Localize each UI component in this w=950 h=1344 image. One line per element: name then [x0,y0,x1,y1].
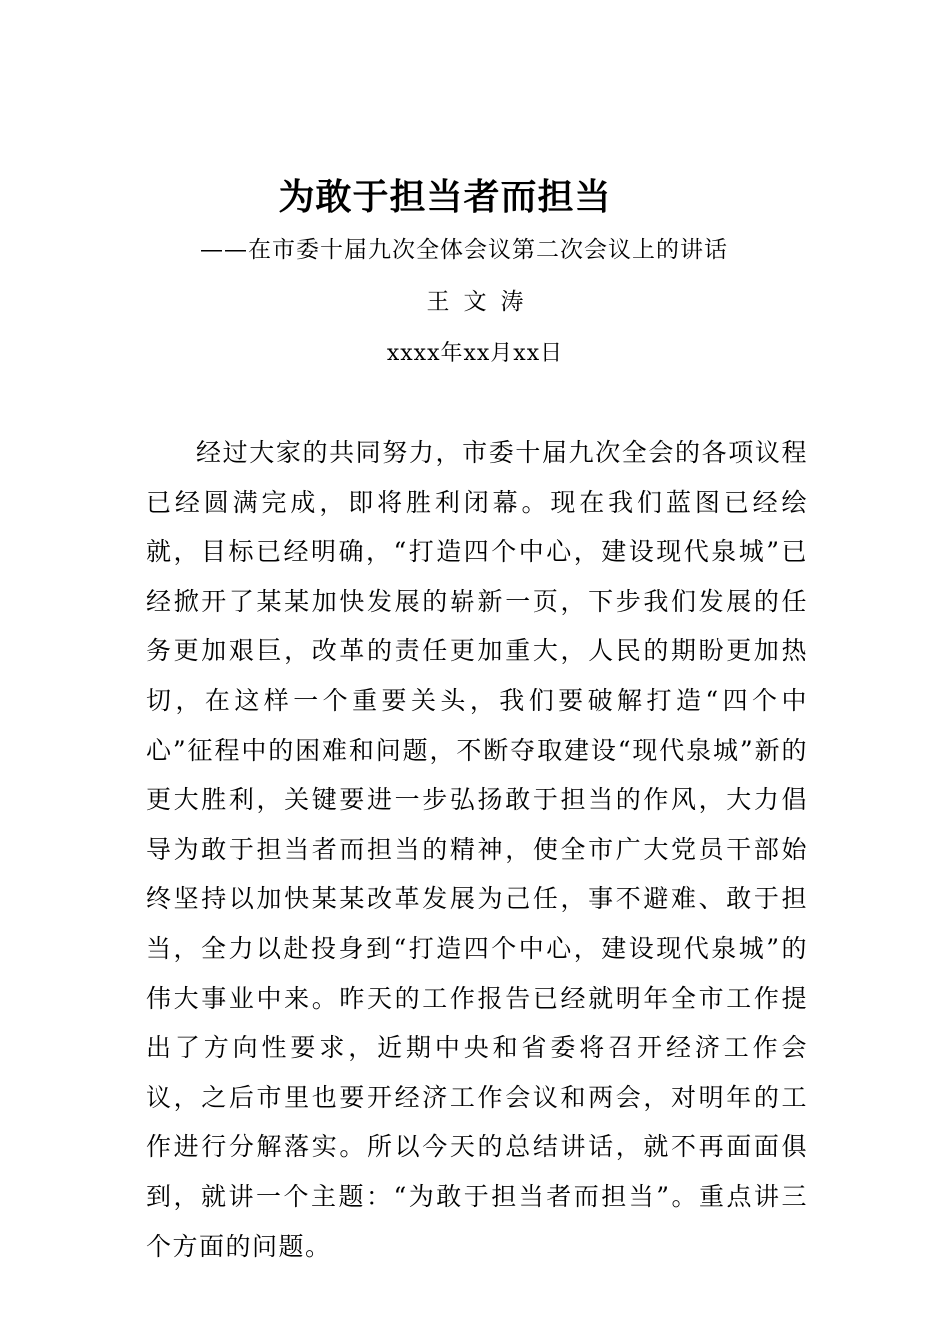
document-title: 为敢于担当者而担当 [278,177,612,218]
document-author: 王文涛 [426,289,538,315]
document-date: xxxx年xx月xx日 [386,341,564,366]
document-subtitle: ——在市委十届九次全体会议第二次会议上的讲话 [200,237,728,263]
body-paragraph: 经过大家的共同努力，市委十届九次全会的各项议程已经圆满完成，即将胜利闭幕。现在我们蓝图已经绘就，目标已经明确，“打造四个中心，建设现代泉城”已经掀开了某某加快发展的崭新一页，下步我们发展的任务更加艰巨，改革的责任更加重大，人民的期盼更加热切，在这样一个重要关头，我们要破解打造“四个中心”征程中的困难和问题，不断夺取建设“现代泉城”新的更大胜利，关键要进一步弘扬敢于担当的作风，大力倡导为敢于担当者而担当的精神，使全市广大党员干部始终坚持以加快某某改革发展为己任，事不避难、敢于担当，全力以赴投身到“打造四个中心，建设现代泉城”的伟大事业中来。昨天的工作报告已经就明年全市工作提出了方向性要求，近期中央和省委将召开经济工作会议，之后市里也要开经济工作会议和两会，对明年的工作进行分解落实。所以今天的总结讲话，就不再面面俱到，就讲一个主题：“为敢于担当者而担当”。重点讲三个方面的问题。 [146,438,808,1261]
